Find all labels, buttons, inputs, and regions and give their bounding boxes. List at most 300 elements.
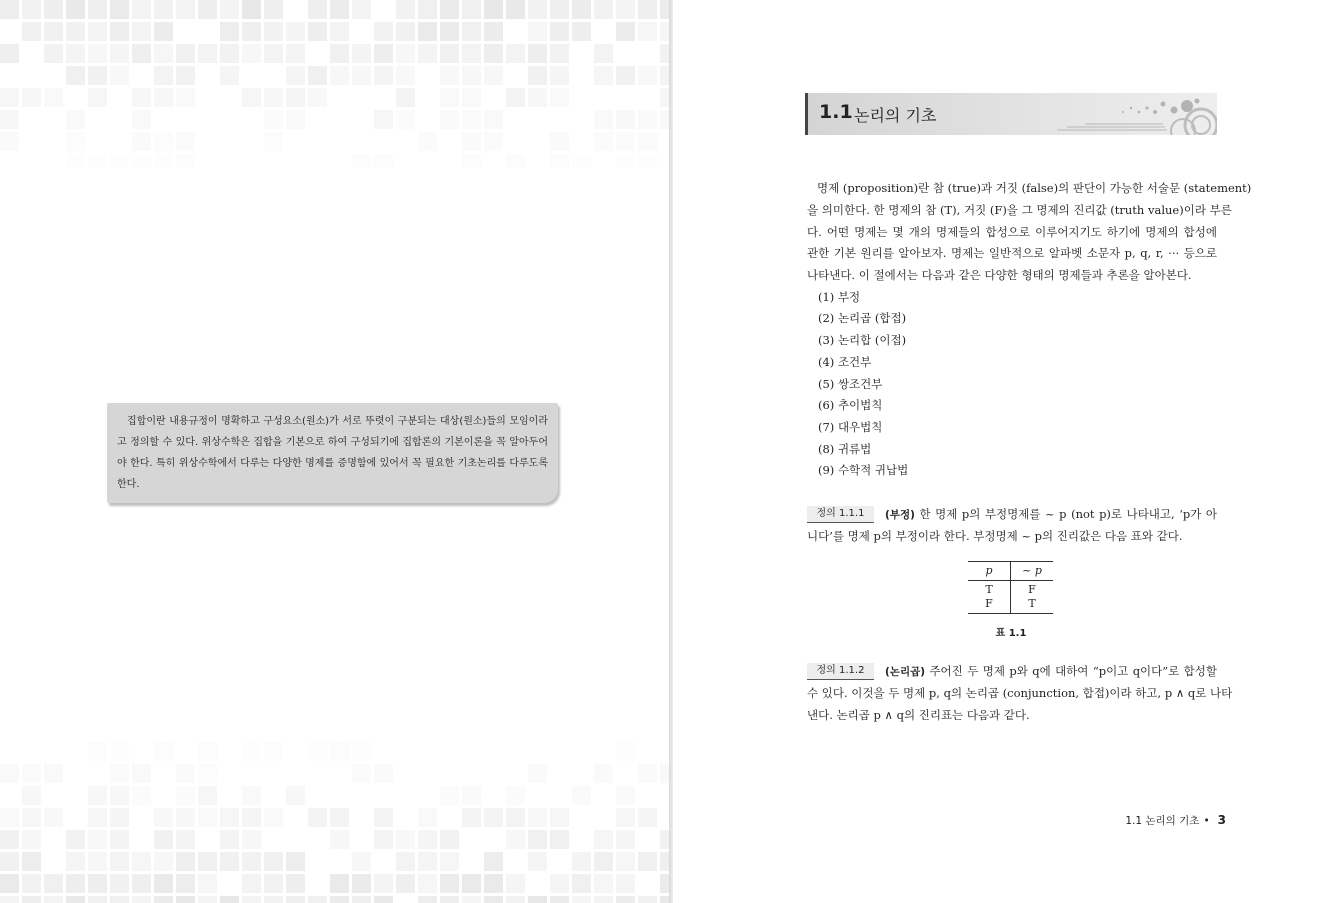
decorative-tile <box>0 44 19 63</box>
decorative-tile <box>132 154 151 168</box>
decorative-tile <box>154 88 173 107</box>
paragraph-line: 관한 기본 원리를 알아보자. 명제는 일반적으로 알파벳 소문자 p, q, r, ··· 등으로 <box>807 246 1217 260</box>
decorative-tile <box>550 66 569 85</box>
topic-list-item: (2) 논리곱 (합접) <box>818 311 907 325</box>
chapter-intro-text: 집합이란 내용규정이 명확하고 구성요소(원소)가 서로 뚜렷이 구분되는 대상(원소)들의 모임이라고 정의할 수 있다. 위상수학은 집합을 기본으로 하여 구성되기에 집합론의 기본이론을 꼭 알아두어야 한다. 특히 위상수학에서 다루는 다양한 명제를 증명함에 있어서 꼭 필요한 기초논리를 다루도록 한다. <box>117 416 548 490</box>
page-footer <box>1100 813 1226 828</box>
decorative-tile <box>440 852 459 871</box>
decorative-tile <box>286 110 305 129</box>
decorative-tile <box>374 764 393 783</box>
decorative-tile <box>154 742 173 761</box>
decorative-tile <box>484 852 503 871</box>
decorative-tile <box>88 22 107 41</box>
decorative-tile <box>132 852 151 871</box>
decorative-tile <box>374 22 393 41</box>
decorative-tile <box>22 0 41 19</box>
decorative-tile-band-bottom <box>0 742 672 903</box>
decorative-tile <box>330 874 349 893</box>
decorative-tile <box>528 0 547 19</box>
decorative-tile <box>308 896 327 903</box>
decorative-tile <box>352 44 371 63</box>
decorative-tile <box>462 874 481 893</box>
decorative-tile <box>396 830 415 849</box>
decorative-tile <box>110 742 129 761</box>
decorative-tile <box>484 22 503 41</box>
decorative-tile <box>132 44 151 63</box>
decorative-tile <box>88 66 107 85</box>
chapter-intro-box <box>107 403 558 503</box>
decorative-tile <box>154 0 173 19</box>
definition-name: (논리곱) <box>885 666 926 678</box>
decorative-tile <box>132 110 151 129</box>
decorative-tile <box>638 110 657 129</box>
decorative-tile <box>198 44 217 63</box>
decorative-tile <box>616 852 635 871</box>
topic-list-item: (4) 조건부 <box>818 355 872 369</box>
paragraph-line: 나타낸다. 이 절에서는 다음과 같은 다양한 형태의 명제들과 추론을 알아본다. <box>807 268 1192 282</box>
decorative-tile <box>44 44 63 63</box>
decorative-tile <box>88 154 107 168</box>
decorative-tile <box>594 44 613 63</box>
decorative-tile <box>616 896 635 903</box>
decorative-tile <box>176 764 195 783</box>
decorative-tile <box>440 0 459 19</box>
decorative-tile <box>616 110 635 129</box>
decorative-tile <box>396 44 415 63</box>
decorative-tile <box>176 786 195 805</box>
decorative-tile <box>242 742 261 761</box>
decorative-tile <box>572 852 591 871</box>
decorative-tile <box>484 66 503 85</box>
section-title: 논리의 기초 <box>854 106 937 125</box>
definition-first-line <box>885 507 1217 522</box>
decorative-tile <box>198 786 217 805</box>
decorative-tile <box>352 154 371 168</box>
decorative-tile <box>374 808 393 827</box>
decorative-tile <box>528 896 547 903</box>
definition-continuation-line: 낸다. 논리곱 p ∧ q의 진리표는 다음과 같다. <box>807 708 1030 722</box>
decorative-tile <box>330 830 349 849</box>
decorative-tile <box>550 22 569 41</box>
decorative-tile <box>616 786 635 805</box>
decorative-tile <box>154 852 173 871</box>
definition-first-line <box>885 664 1217 679</box>
decorative-tile <box>418 22 437 41</box>
decorative-tile <box>66 110 85 129</box>
decorative-tile <box>176 0 195 19</box>
decorative-tile <box>264 22 283 41</box>
decorative-tile <box>594 852 613 871</box>
decorative-tile <box>110 0 129 19</box>
decorative-tile <box>132 0 151 19</box>
decorative-tile <box>594 110 613 129</box>
decorative-tile <box>550 808 569 827</box>
decorative-tile <box>572 896 591 903</box>
decorative-tile <box>242 874 261 893</box>
decorative-tile <box>330 742 349 761</box>
decorative-tile <box>132 22 151 41</box>
decorative-tile <box>154 874 173 893</box>
decorative-tile <box>0 808 19 827</box>
decorative-tile <box>330 896 349 903</box>
decorative-tile <box>286 88 305 107</box>
decorative-tile <box>264 0 283 19</box>
decorative-tile <box>0 764 19 783</box>
decorative-tile <box>594 896 613 903</box>
decorative-tile <box>550 0 569 19</box>
decorative-tile <box>440 88 459 107</box>
decorative-tile <box>374 830 393 849</box>
decorative-tile <box>462 22 481 41</box>
decorative-tile <box>44 22 63 41</box>
decorative-tile <box>66 154 85 168</box>
decorative-tile <box>550 830 569 849</box>
decorative-tile <box>220 0 239 19</box>
decorative-tile <box>572 22 591 41</box>
decorative-tile <box>0 88 19 107</box>
footer-bullet: • <box>1203 815 1210 827</box>
decorative-tile <box>154 830 173 849</box>
decorative-tile <box>264 110 283 129</box>
decorative-tile <box>616 0 635 19</box>
decorative-tile <box>264 88 283 107</box>
decorative-tile <box>594 66 613 85</box>
decorative-tile <box>220 808 239 827</box>
decorative-tile <box>484 808 503 827</box>
decorative-tile <box>418 830 437 849</box>
decorative-tile <box>198 896 217 903</box>
decorative-tile <box>132 786 151 805</box>
decorative-tile <box>572 0 591 19</box>
decorative-tile <box>110 44 129 63</box>
running-title: 1.1 논리의 기초 <box>1125 815 1200 827</box>
table-caption: 표 1.1 <box>995 628 1027 639</box>
tile-pattern <box>0 742 672 903</box>
table-cell: F <box>968 597 1011 614</box>
decorative-tile <box>242 852 261 871</box>
decorative-tile-band-top <box>0 0 672 168</box>
decorative-tile <box>352 0 371 19</box>
paragraph-line: 다. 어떤 명제는 몇 개의 명제들의 합성으로 이루어지기도 하기에 명제의 합성에 <box>807 225 1217 239</box>
decorative-tile <box>154 66 173 85</box>
topic-list-item: (5) 쌍조건부 <box>818 377 883 391</box>
decorative-tile <box>88 88 107 107</box>
decorative-tile <box>44 88 63 107</box>
tile-pattern <box>0 0 672 168</box>
decorative-tile <box>132 88 151 107</box>
decorative-tile <box>462 88 481 107</box>
decorative-tile <box>110 764 129 783</box>
decorative-tile <box>88 0 107 19</box>
decorative-tile <box>484 874 503 893</box>
decorative-tile <box>0 874 19 893</box>
decorative-tile <box>88 896 107 903</box>
decorative-tile <box>0 852 19 871</box>
decorative-tile <box>198 874 217 893</box>
decorative-tile <box>88 786 107 805</box>
decorative-tile <box>242 786 261 805</box>
decorative-tile <box>506 874 525 893</box>
decorative-tile <box>550 88 569 107</box>
decorative-tile <box>220 852 239 871</box>
decorative-tile <box>198 742 217 761</box>
definition-label: 정의 1.1.1 <box>807 506 874 523</box>
decorative-tile <box>132 874 151 893</box>
decorative-tile <box>396 874 415 893</box>
decorative-tile <box>506 830 525 849</box>
book-gutter <box>669 0 673 903</box>
decorative-tile <box>22 88 41 107</box>
decorative-tile <box>330 22 349 41</box>
decorative-tile <box>22 764 41 783</box>
decorative-tile <box>22 22 41 41</box>
decorative-tile <box>88 808 107 827</box>
banner-decoration <box>1037 93 1217 135</box>
decorative-tile <box>418 896 437 903</box>
decorative-tile <box>616 830 635 849</box>
decorative-tile <box>484 44 503 63</box>
decorative-tile <box>550 896 569 903</box>
topic-list-item: (7) 대우법칙 <box>818 420 883 434</box>
decorative-tile <box>22 852 41 871</box>
decorative-tile <box>638 22 657 41</box>
decorative-tile <box>462 66 481 85</box>
decorative-tile <box>528 764 547 783</box>
decorative-tile <box>638 132 657 151</box>
decorative-tile <box>308 742 327 761</box>
table-cell: T <box>968 581 1011 598</box>
decorative-tile <box>66 896 85 903</box>
decorative-tile <box>352 874 371 893</box>
decorative-tile <box>418 808 437 827</box>
decorative-tile <box>286 44 305 63</box>
decorative-tile <box>176 66 195 85</box>
decorative-tile <box>374 110 393 129</box>
definition-label: 정의 1.1.2 <box>807 663 874 680</box>
decorative-tile <box>308 66 327 85</box>
decorative-tile <box>528 44 547 63</box>
decorative-tile <box>154 22 173 41</box>
decorative-tile <box>110 154 129 168</box>
decorative-tile <box>330 44 349 63</box>
decorative-tile <box>506 896 525 903</box>
decorative-tile <box>616 22 635 41</box>
decorative-tile <box>22 874 41 893</box>
decorative-tile <box>616 808 635 827</box>
decorative-tile <box>220 830 239 849</box>
decorative-tile <box>418 852 437 871</box>
decorative-tile <box>594 874 613 893</box>
decorative-tile <box>638 852 657 871</box>
paragraph-line: 을 의미한다. 한 명제의 참 (T), 거짓 (F)을 그 명제의 진리값 (truth value)이라 부른 <box>807 203 1232 217</box>
decorative-tile <box>110 874 129 893</box>
decorative-tile <box>374 44 393 63</box>
decorative-tile <box>374 66 393 85</box>
decorative-tile <box>550 154 569 168</box>
decorative-tile <box>242 88 261 107</box>
decorative-tile <box>462 44 481 63</box>
decorative-tile <box>462 110 481 129</box>
decorative-tile <box>638 154 657 168</box>
decorative-tile <box>132 132 151 151</box>
table-header-cell: p <box>968 562 1011 581</box>
decorative-tile <box>440 896 459 903</box>
decorative-tile <box>132 896 151 903</box>
decorative-tile <box>462 0 481 19</box>
decorative-tile <box>572 154 591 168</box>
decorative-tile <box>220 44 239 63</box>
decorative-tile <box>286 66 305 85</box>
decorative-tile <box>88 852 107 871</box>
decorative-tile <box>110 808 129 827</box>
decorative-tile <box>220 22 239 41</box>
decorative-tile <box>88 830 107 849</box>
decorative-tile <box>418 874 437 893</box>
decorative-tile <box>550 874 569 893</box>
topic-list-item: (9) 수학적 귀납법 <box>818 463 909 477</box>
decorative-tile <box>242 0 261 19</box>
decorative-tile <box>396 66 415 85</box>
decorative-tile <box>88 742 107 761</box>
decorative-tile <box>594 0 613 19</box>
decorative-tile <box>352 852 371 871</box>
decorative-tile <box>418 0 437 19</box>
decorative-tile <box>440 44 459 63</box>
decorative-tile <box>242 22 261 41</box>
decorative-tile <box>638 896 657 903</box>
decorative-tile <box>264 874 283 893</box>
decorative-tile <box>44 874 63 893</box>
decorative-tile <box>462 132 481 151</box>
decorative-tile <box>572 874 591 893</box>
decorative-tile <box>154 808 173 827</box>
decorative-tile <box>286 22 305 41</box>
decorative-tile <box>88 874 107 893</box>
decorative-tile <box>66 44 85 63</box>
decorative-tile <box>330 808 349 827</box>
topic-list-item: (8) 귀류법 <box>818 442 872 456</box>
decorative-tile <box>286 852 305 871</box>
decorative-tile <box>352 764 371 783</box>
decorative-tile <box>242 830 261 849</box>
decorative-tile <box>572 786 591 805</box>
decorative-tile <box>528 66 547 85</box>
decorative-tile <box>176 808 195 827</box>
topic-list-item: (6) 추이법칙 <box>818 398 883 412</box>
decorative-tile <box>528 22 547 41</box>
definition-continuation-line: 수 있다. 이것을 두 명제 p, q의 논리곱 (conjunction, 합접)이라 하고, p ∧ q로 나타 <box>807 686 1233 700</box>
decorative-tile <box>198 0 217 19</box>
definition-name: (부정) <box>885 509 915 521</box>
decorative-tile <box>396 22 415 41</box>
decorative-tile <box>330 66 349 85</box>
decorative-tile <box>462 896 481 903</box>
decorative-tile <box>638 764 657 783</box>
decorative-tile <box>396 88 415 107</box>
decorative-tile <box>616 742 635 761</box>
topic-list-item: (3) 논리합 (이접) <box>818 333 907 347</box>
decorative-tile <box>352 742 371 761</box>
decorative-tile <box>594 764 613 783</box>
decorative-tile <box>440 830 459 849</box>
decorative-tile <box>286 786 305 805</box>
decorative-tile <box>110 896 129 903</box>
decorative-tile <box>44 0 63 19</box>
decorative-tile <box>176 896 195 903</box>
decorative-tile <box>594 830 613 849</box>
decorative-tile <box>616 874 635 893</box>
decorative-tile <box>286 874 305 893</box>
decorative-tile <box>638 808 657 827</box>
decorative-tile <box>352 66 371 85</box>
decorative-tile <box>374 896 393 903</box>
decorative-tile <box>396 0 415 19</box>
decorative-tile <box>44 896 63 903</box>
decorative-tile <box>330 0 349 19</box>
decorative-tile <box>110 786 129 805</box>
paragraph-line: 명제 (proposition)란 참 (true)과 거짓 (false)의 판단이 가능한 서술문 (statement) <box>817 181 1252 195</box>
decorative-tile <box>242 808 261 827</box>
decorative-tile <box>286 896 305 903</box>
decorative-tile <box>66 132 85 151</box>
decorative-tile <box>264 742 283 761</box>
decorative-tile <box>506 786 525 805</box>
definition-text: 한 명제 p의 부정명제를 ~ p (not p)로 나타내고, ‘p가 아 <box>919 507 1218 521</box>
decorative-tile <box>264 808 283 827</box>
decorative-tile <box>132 764 151 783</box>
definition-continuation-line: 니다’를 명제 p의 부정이라 한다. 부정명제 ~ p의 진리값은 다음 표와 같다. <box>807 529 1183 543</box>
decorative-tile <box>0 896 19 903</box>
decorative-tile <box>176 830 195 849</box>
decorative-tile <box>506 0 525 19</box>
decorative-tile <box>264 44 283 63</box>
decorative-tile <box>484 896 503 903</box>
decorative-tile <box>616 66 635 85</box>
decorative-tile <box>616 132 635 151</box>
table-header-cell: ~ p <box>1011 562 1054 581</box>
decorative-tile <box>528 830 547 849</box>
decorative-tile <box>66 852 85 871</box>
decorative-tile <box>66 874 85 893</box>
decorative-tile <box>154 154 173 168</box>
decorative-tile <box>550 132 569 151</box>
decorative-tile <box>22 830 41 849</box>
decorative-tile <box>22 896 41 903</box>
decorative-tile <box>176 852 195 871</box>
decorative-tile <box>22 808 41 827</box>
decorative-tile <box>88 44 107 63</box>
decorative-tile <box>462 786 481 805</box>
decorative-tile <box>396 110 415 129</box>
decorative-tile <box>506 808 525 827</box>
definition-text: 주어진 두 명제 p와 q에 대하여 “p이고 q이다”로 합성할 <box>929 664 1217 678</box>
decorative-tile <box>154 132 173 151</box>
decorative-tile <box>440 66 459 85</box>
decorative-tile <box>418 44 437 63</box>
decorative-tile <box>440 22 459 41</box>
decorative-tile <box>198 764 217 783</box>
decorative-tile <box>66 66 85 85</box>
decorative-tile <box>506 44 525 63</box>
decorative-tile <box>0 132 19 151</box>
decorative-tile <box>198 808 217 827</box>
decorative-tile <box>0 830 19 849</box>
section-number: 1.1 <box>819 101 853 123</box>
decorative-tile <box>154 896 173 903</box>
decorative-tile <box>440 110 459 129</box>
decorative-tile <box>0 110 19 129</box>
decorative-tile <box>220 896 239 903</box>
